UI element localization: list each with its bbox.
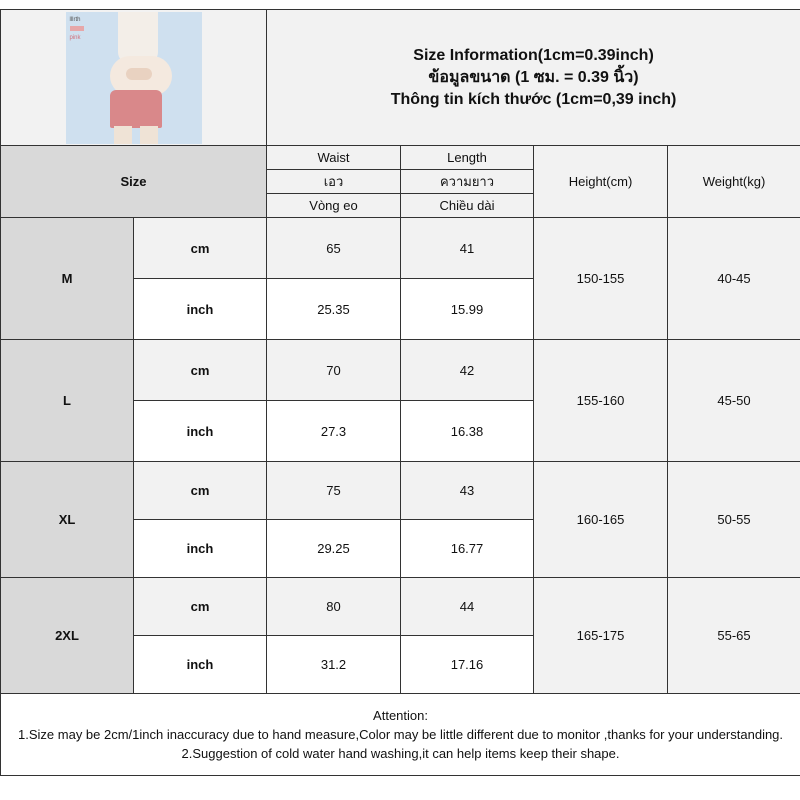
- attention-note-1: 1.Size may be 2cm/1inch inaccuracy due to hand measure,Color may be little different due to monitor ,thanks for your understanding.: [18, 727, 784, 742]
- size-label: 2XL: [1, 578, 134, 694]
- weight-header: Weight(kg): [668, 146, 800, 218]
- height-range: 155-160: [534, 340, 668, 462]
- length-cm-value: 43: [401, 462, 534, 520]
- height-range: 165-175: [534, 578, 668, 694]
- height-range: 160-165: [534, 462, 668, 578]
- product-photo: [66, 12, 202, 144]
- weight-range: 40-45: [668, 218, 800, 340]
- unit-label-inch: inch: [134, 279, 267, 340]
- size-info-title-en: Size Information(1cm=0.39inch): [413, 46, 654, 64]
- unit-label-cm: cm: [134, 578, 267, 636]
- waist-inch-value: 29.25: [267, 520, 401, 578]
- waist-cm-value: 70: [267, 340, 401, 401]
- color-swatch: [70, 26, 84, 31]
- length-inch-value: 16.77: [401, 520, 534, 578]
- length-cm-value: 41: [401, 218, 534, 279]
- weight-range: 50-55: [668, 462, 800, 578]
- waist-inch-value: 27.3: [267, 401, 401, 462]
- length-cm-value: 42: [401, 340, 534, 401]
- waist-header-th: เอว: [267, 170, 401, 194]
- unit-label-inch: inch: [134, 401, 267, 462]
- unit-label-cm: cm: [134, 340, 267, 401]
- waist-cm-value: 80: [267, 578, 401, 636]
- length-cm-value: 44: [401, 578, 534, 636]
- height-header: Height(cm): [534, 146, 668, 218]
- waist-inch-value: 25.35: [267, 279, 401, 340]
- size-info-title-cell: [267, 10, 800, 146]
- weight-range: 45-50: [668, 340, 800, 462]
- length-header-en: Length: [401, 146, 534, 170]
- size-chart-table: [0, 9, 800, 776]
- unit-label-inch: inch: [134, 636, 267, 694]
- size-label: M: [1, 218, 134, 340]
- product-photo-cell: [1, 10, 267, 146]
- waist-header-vi: Vòng eo: [267, 194, 401, 218]
- size-info-title-vi: Thông tin kích thước (1cm=0,39 inch): [390, 90, 677, 108]
- weight-range: 55-65: [668, 578, 800, 694]
- length-inch-value: 15.99: [401, 279, 534, 340]
- size-label: L: [1, 340, 134, 462]
- waist-cm-value: 75: [267, 462, 401, 520]
- length-header-vi: Chiều dài: [401, 194, 534, 218]
- attention-title: Attention:: [373, 708, 428, 723]
- attention-notes: [1, 694, 800, 776]
- unit-label-cm: cm: [134, 218, 267, 279]
- size-info-title-th: ข้อมูลขนาด (1 ซม. = 0.39 นิ้ว): [428, 68, 639, 86]
- swatch-color-name: pink: [69, 34, 81, 41]
- length-inch-value: 17.16: [401, 636, 534, 694]
- swatch-label: lllrth: [69, 16, 81, 23]
- size-header: Size: [1, 146, 267, 218]
- attention-note-2: 2.Suggestion of cold water hand washing,it can help items keep their shape.: [181, 746, 620, 761]
- length-header-th: ความยาว: [401, 170, 534, 194]
- length-inch-value: 16.38: [401, 401, 534, 462]
- unit-label-inch: inch: [134, 520, 267, 578]
- waist-cm-value: 65: [267, 218, 401, 279]
- waist-header-en: Waist: [267, 146, 401, 170]
- waist-inch-value: 31.2: [267, 636, 401, 694]
- size-label: XL: [1, 462, 134, 578]
- unit-label-cm: cm: [134, 462, 267, 520]
- height-range: 150-155: [534, 218, 668, 340]
